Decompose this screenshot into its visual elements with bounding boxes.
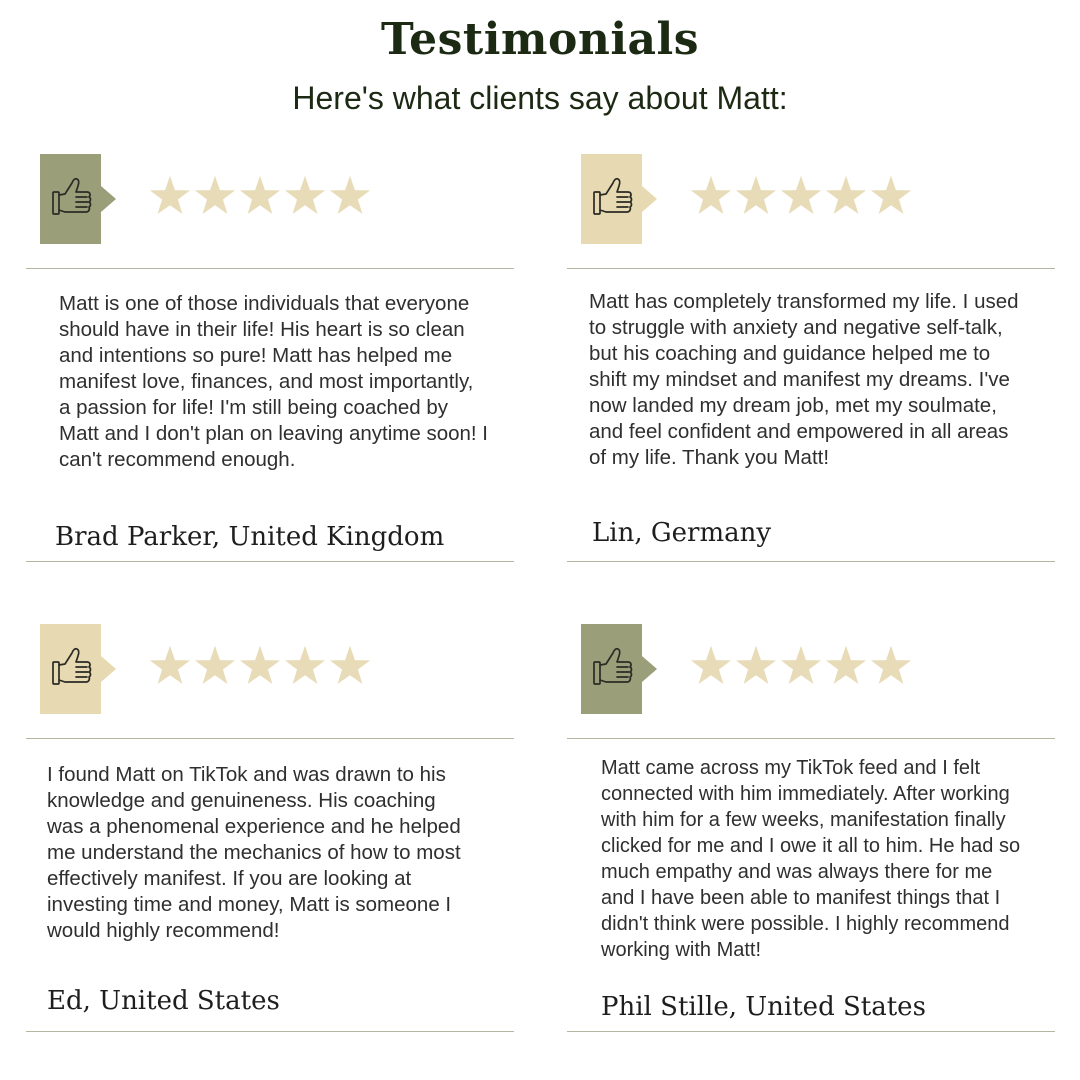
star-icon <box>824 174 868 218</box>
star-icon <box>824 644 868 688</box>
star-icon <box>238 174 282 218</box>
star-icon <box>689 174 733 218</box>
star-icon <box>689 644 733 688</box>
badge-shape <box>581 624 659 714</box>
badge-shape <box>40 154 118 244</box>
divider <box>567 268 1055 269</box>
thumbs-up-badge <box>581 154 659 244</box>
testimonial-author: Brad Parker, United Kingdom <box>55 522 445 552</box>
star-icon <box>328 644 372 688</box>
star-icon <box>283 644 327 688</box>
thumbs-up-badge <box>40 154 118 244</box>
star-icon <box>869 174 913 218</box>
testimonial-card <box>26 624 514 1064</box>
star-icon <box>779 174 823 218</box>
page-title: Testimonials <box>380 14 700 65</box>
star-icon <box>734 644 778 688</box>
star-icon <box>193 644 237 688</box>
thumbs-up-badge <box>40 624 118 714</box>
divider <box>26 268 514 269</box>
testimonial-author: Ed, United States <box>47 986 280 1016</box>
star-icon <box>328 174 372 218</box>
thumbs-up-badge <box>581 624 659 714</box>
star-icon <box>779 644 823 688</box>
badge-shape <box>581 154 659 244</box>
star-rating <box>689 174 919 220</box>
star-rating <box>689 644 919 690</box>
divider <box>567 738 1055 739</box>
testimonial-card <box>567 624 1055 1064</box>
testimonial-card <box>567 154 1055 594</box>
star-rating <box>148 174 378 220</box>
testimonial-quote: Matt has completely transformed my life. I used to struggle with anxiety and negative self-talk, but his coaching and guidance helped me to shift my mindset and manifest my dreams. I've now landed my dream job, met my soulmate, and feel confident and empowered in all areas of my life. Thank you Matt! <box>589 290 1019 469</box>
star-icon <box>734 174 778 218</box>
page-subtitle: Here's what clients say about Matt: <box>292 80 788 116</box>
star-icon <box>238 644 282 688</box>
star-icon <box>193 174 237 218</box>
testimonial-quote: Matt is one of those individuals that everyone should have in their life! His heart is so clean and intentions so pure! Matt has helped me manifest love, finances, and most importantly, a passion for life! I'm still being coached by Matt and I don't plan on leaving anytime soon! I can't recommend enough. <box>59 292 488 471</box>
star-icon <box>148 174 192 218</box>
star-icon <box>869 644 913 688</box>
testimonial-card <box>26 154 514 594</box>
testimonial-quote: Matt came across my TikTok feed and I felt connected with him immediately. After working with him for a few weeks, manifestation finally clicked for me and I owe it all to him. He had so much empathy and was always there for me and I have been able to manifest things that I didn't think were possible. I highly recommend working with Matt! <box>601 757 1021 961</box>
divider <box>567 1031 1055 1032</box>
divider <box>26 561 514 562</box>
badge-shape <box>40 624 118 714</box>
testimonial-author: Lin, Germany <box>592 518 772 548</box>
divider <box>26 1031 514 1032</box>
testimonial-quote: I found Matt on TikTok and was drawn to his knowledge and genuineness. His coaching was a phenomenal experience and he helped me understand the mechanics of how to most effectively manifest. If you are looking at investing time and money, Matt is someone I would highly recommend! <box>47 763 461 942</box>
testimonial-author: Phil Stille, United States <box>601 992 926 1022</box>
divider <box>567 561 1055 562</box>
star-icon <box>283 174 327 218</box>
star-rating <box>148 644 378 690</box>
divider <box>26 738 514 739</box>
star-icon <box>148 644 192 688</box>
